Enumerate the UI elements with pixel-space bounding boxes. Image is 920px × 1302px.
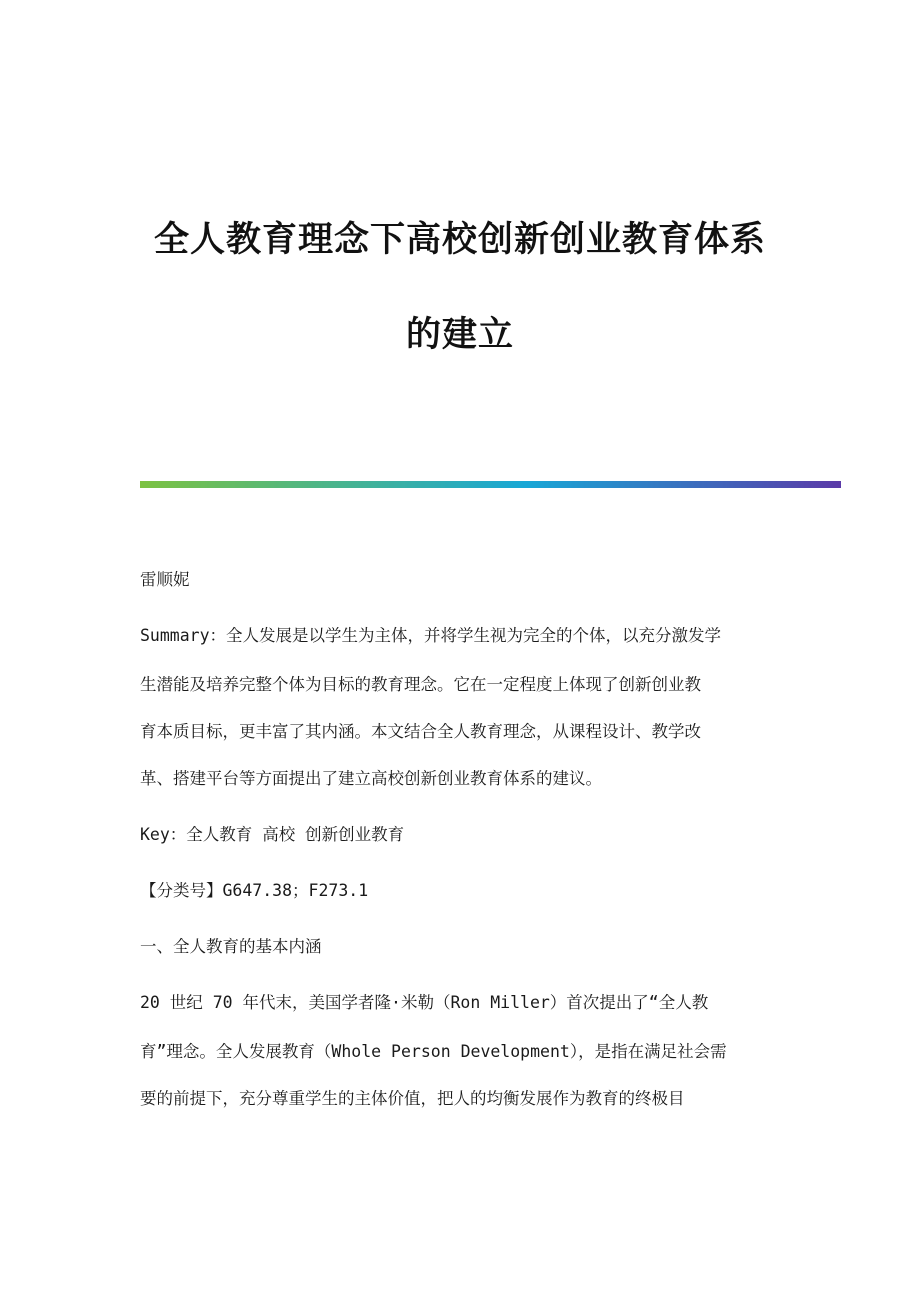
- summary-line: 革、搭建平台等方面提出了建立高校创新创业教育体系的建议。: [140, 769, 602, 788]
- summary-line: 育本质目标，更丰富了其内涵。本文结合全人教育理念，从课程设计、教学改: [140, 722, 701, 741]
- document-title-line-1: 全人教育理念下高校创新创业教育体系: [153, 219, 766, 260]
- keywords-line: Key：全人教育 高校 创新创业教育: [140, 825, 405, 844]
- author-name: 雷顺妮: [140, 570, 190, 589]
- body-paragraph-line: 要的前提下，充分尊重学生的主体价值，把人的均衡发展作为教育的终极目: [140, 1089, 685, 1108]
- body-paragraph-line: 育”理念。全人发展教育（Whole Person Development），是指在满足社会需: [140, 1042, 727, 1061]
- document-title-line-2: 的建立: [405, 314, 514, 355]
- classification-line: 【分类号】G647.38；F273.1: [140, 881, 369, 900]
- summary-line: Summary：全人发展是以学生为主体，并将学生视为完全的个体，以充分激发学: [140, 626, 722, 645]
- section-heading: 一、全人教育的基本内涵: [140, 937, 322, 956]
- body-paragraph-line: 20 世纪 70 年代末，美国学者隆·米勒（Ron Miller）首次提出了“全人教: [140, 993, 709, 1012]
- summary-line: 生潜能及培养完整个体为目标的教育理念。它在一定程度上体现了创新创业教: [140, 675, 701, 694]
- gradient-divider: [140, 481, 841, 488]
